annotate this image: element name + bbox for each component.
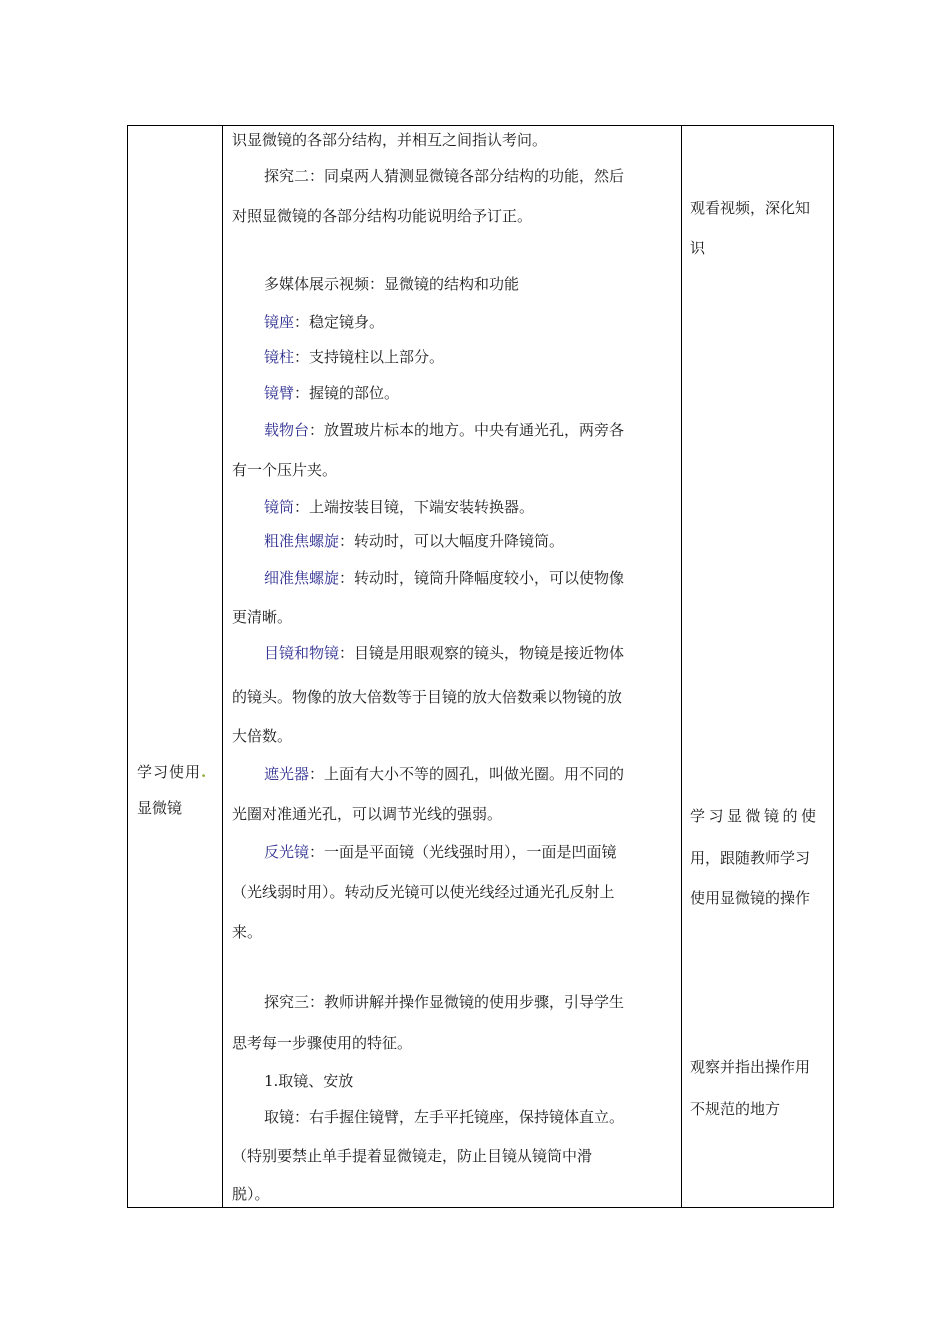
term-desc: ：上端按装目镜，下端安装转换器。 — [294, 498, 535, 516]
topic-cell — [137, 754, 217, 826]
term-line — [264, 420, 624, 440]
activity-line: 观察并指出操作用 — [690, 1058, 811, 1076]
term-desc: ：转动时，可以大幅度升降镜筒。 — [339, 532, 565, 550]
term-desc: ：转动时，镜筒升降幅度较小，可以使物像 — [339, 569, 625, 587]
term-line — [264, 383, 399, 403]
term-line — [264, 347, 444, 367]
term-line — [264, 842, 617, 862]
term-desc: ：握镜的部位。 — [294, 384, 400, 402]
term: 细准焦螺旋 — [264, 569, 340, 587]
term-desc: ：稳定镜身。 — [294, 313, 385, 331]
term: 镜座 — [264, 313, 295, 331]
term: 反光镜 — [264, 843, 310, 861]
term-line — [264, 764, 624, 784]
term-desc: ：支持镜柱以上部分。 — [294, 348, 445, 366]
term: 遮光器 — [264, 765, 310, 783]
term-line — [264, 531, 564, 551]
term: 镜筒 — [264, 498, 295, 516]
topic-line-1: 学习使用 — [137, 763, 202, 781]
term-desc: ：目镜是用眼观察的镜头，物镜是接近物体 — [339, 644, 625, 662]
content-line: 的镜头。物像的放大倍数等于目镜的放大倍数乘以物镜的放 — [232, 688, 623, 706]
content-line: 取镜：右手握住镜臂，左手平托镜座，保持镜体直立。 — [264, 1108, 625, 1126]
content-line: 对照显微镜的各部分结构功能说明给予订正。 — [232, 207, 533, 225]
column-divider-1 — [222, 126, 223, 1207]
activity-line: 识 — [690, 239, 706, 257]
content-line: 思考每一步骤使用的特征。 — [232, 1034, 413, 1052]
activity-line: 学习显微镜的使 — [690, 807, 820, 825]
lesson-table — [127, 125, 834, 1208]
content-line: 光圈对准通光孔，可以调节光线的强弱。 — [232, 805, 503, 823]
term-line — [264, 312, 384, 332]
activity-line: 不规范的地方 — [690, 1100, 781, 1118]
term-desc: ：放置玻片标本的地方。中央有通光孔，两旁各 — [309, 421, 625, 439]
content-line: 1.取镜、安放 — [264, 1072, 354, 1090]
term: 粗准焦螺旋 — [264, 532, 340, 550]
content-line: 有一个压片夹。 — [232, 461, 338, 479]
term-line — [264, 643, 624, 663]
content-line: 探究二：同桌两人猜测显微镜各部分结构的功能，然后 — [264, 167, 625, 185]
term: 镜柱 — [264, 348, 295, 366]
content-line: （光线弱时用）。转动反光镜可以使光线经过通光孔反射上 — [232, 883, 615, 901]
term: 载物台 — [264, 421, 310, 439]
topic-line-2: 显微镜 — [137, 799, 183, 817]
content-line: 脱）。 — [232, 1185, 270, 1203]
content-line: 大倍数。 — [232, 727, 293, 745]
term-line — [264, 497, 534, 517]
content-line: 更清晰。 — [232, 608, 293, 626]
term: 目镜和物镜 — [264, 644, 340, 662]
term: 镜臂 — [264, 384, 295, 402]
content-line: 探究三：教师讲解并操作显微镜的使用步骤，引导学生 — [264, 993, 625, 1011]
content-line: （特别要禁止单手提着显微镜走，防止目镜从镜筒中滑 — [232, 1147, 593, 1165]
column-divider-2 — [681, 126, 682, 1207]
term-desc: ：一面是平面镜（光线强时用），一面是凹面镜 — [309, 843, 617, 861]
activity-line: 观看视频，深化知 — [690, 199, 811, 217]
content-line: 识显微镜的各部分结构，并相互之间指认考问。 — [232, 131, 548, 149]
term-line — [264, 568, 624, 588]
content-line: 来。 — [232, 923, 263, 941]
activity-line: 使用显微镜的操作 — [690, 889, 811, 907]
activity-line: 用，跟随教师学习 — [690, 849, 811, 867]
term-desc: ：上面有大小不等的圆孔，叫做光圈。用不同的 — [309, 765, 625, 783]
topic-dot: . — [201, 763, 207, 781]
content-line: 多媒体展示视频：显微镜的结构和功能 — [264, 275, 520, 293]
